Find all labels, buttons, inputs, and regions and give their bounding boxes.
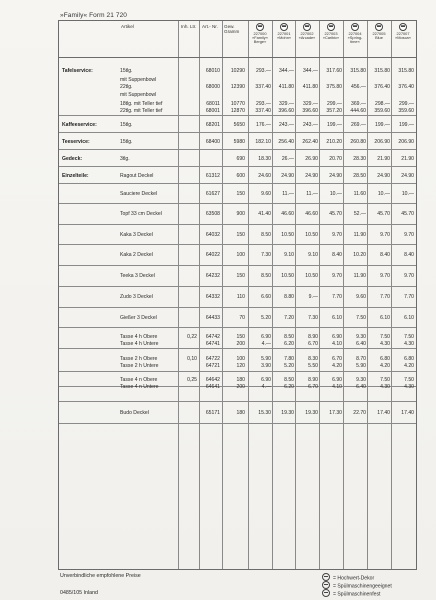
article-description: Tasse 4 h Obere xyxy=(120,333,158,340)
price-cell: 6.90 xyxy=(332,333,342,340)
article-number: 64022 xyxy=(205,252,220,258)
price-cell: 9.60 xyxy=(261,191,271,197)
price-cell: 7.70 xyxy=(380,294,390,300)
article-description: mit Suppenbowl xyxy=(120,76,157,83)
price-cell: 7.20 xyxy=(284,314,294,321)
price-cell: 17.40 xyxy=(401,410,414,416)
price-cell: 17.40 xyxy=(377,410,390,416)
article-number: 63508 xyxy=(205,211,220,217)
header-rule xyxy=(59,57,416,58)
article-description: Sauciere Deckel xyxy=(120,191,158,197)
price-cell: 19.30 xyxy=(281,410,294,416)
price-cell: 243.— xyxy=(278,122,294,128)
price-cell: 344.— xyxy=(278,68,294,74)
article-number: 61312 xyxy=(205,173,220,179)
weight-grams: 70 xyxy=(239,314,245,321)
price-cell: 8.50 xyxy=(284,333,294,340)
article-number: 68001 xyxy=(205,108,220,114)
price-cell: 269.— xyxy=(350,122,366,128)
article-description: Kaka 3 Deckel xyxy=(120,232,153,238)
weight-grams: 120 xyxy=(236,362,245,369)
hochwert-icon xyxy=(322,573,330,581)
price-cell: 8.40 xyxy=(404,252,414,258)
row-rule xyxy=(59,371,416,372)
price-cell: 11.— xyxy=(306,191,318,197)
row-rule xyxy=(59,286,416,287)
price-cell: 22.70 xyxy=(353,410,366,416)
price-cell: 317.60 xyxy=(326,68,342,74)
price-cell: 206.90 xyxy=(398,139,414,145)
legend-hochwert: = Hochwert-Dekor xyxy=(322,573,374,582)
article-description: 22tlg. xyxy=(120,84,133,90)
category-label: Teeservice: xyxy=(62,139,90,145)
price-cell: 199.— xyxy=(326,122,342,128)
price-cell: 4.20 xyxy=(380,362,390,369)
price-cell: 24.90 xyxy=(305,173,318,179)
price-cell: 293.— xyxy=(255,68,271,74)
price-cell: 9.30 xyxy=(356,333,366,340)
content-litres: 0,22 xyxy=(187,333,197,340)
weight-grams: 10290 xyxy=(230,68,245,74)
price-cell: 243.— xyxy=(302,122,318,128)
price-cell: 199.— xyxy=(398,122,414,128)
price-cell: 41.40 xyxy=(258,211,271,217)
price-cell: 26.90 xyxy=(305,156,318,162)
weight-grams: 150 xyxy=(236,333,245,340)
row-rule xyxy=(59,348,416,349)
article-number: 64742 xyxy=(205,333,220,340)
decor-header-5: 227005 Blue xyxy=(367,23,391,40)
price-cell: 6.90 xyxy=(332,376,342,383)
price-cell: 28.50 xyxy=(353,173,366,179)
article-description: Kaka 2 Deckel xyxy=(120,252,153,258)
decor-symbol-icon xyxy=(399,23,407,31)
price-cell: 21.90 xyxy=(377,156,390,162)
article-number: 64032 xyxy=(205,232,220,238)
header-artnr: Art.- Nr. xyxy=(202,24,218,29)
row-rule xyxy=(59,166,416,167)
row-rule xyxy=(59,327,416,328)
article-description: Tasse 2 h Untere xyxy=(120,362,159,369)
price-cell: 337.40 xyxy=(255,108,271,114)
price-cell: 344.— xyxy=(302,68,318,74)
price-cell: 10.— xyxy=(329,191,342,197)
price-cell: 6.80 xyxy=(404,355,414,362)
legend-spuelgeeignet: = Spülmaschinengeeignet xyxy=(322,581,392,590)
decor-symbol-icon xyxy=(303,23,311,31)
row-rule xyxy=(59,265,416,266)
dishwasher-safe-icon xyxy=(322,581,330,589)
price-cell: 45.70 xyxy=(377,211,390,217)
price-cell: 45.70 xyxy=(329,211,342,217)
price-cell: 6.70 xyxy=(308,383,318,390)
dishwasher-proof-icon xyxy=(322,589,330,597)
article-description: Teeka 3 Deckel xyxy=(120,273,155,279)
row-rule xyxy=(59,423,416,424)
weight-grams: 150 xyxy=(236,273,245,279)
weight-grams: 900 xyxy=(236,211,245,217)
row-rule xyxy=(59,132,416,133)
weight-grams: 200 xyxy=(236,340,245,347)
price-cell: 9.60 xyxy=(356,294,366,300)
price-cell: 4.20 xyxy=(404,362,414,369)
decor-symbol-icon xyxy=(327,23,335,31)
price-cell: 10.50 xyxy=(305,273,318,279)
price-cell: 8.50 xyxy=(261,232,271,238)
article-number: 68201 xyxy=(205,122,220,128)
price-cell: 5.50 xyxy=(308,362,318,369)
article-number: 64642 xyxy=(205,376,220,383)
price-cell: 7.50 xyxy=(356,314,366,321)
article-description: Topf 33 cm Deckel xyxy=(120,211,162,217)
weight-grams: 180 xyxy=(236,410,245,416)
price-cell: 8.50 xyxy=(284,376,294,383)
price-cell: 210.20 xyxy=(326,139,342,145)
article-number: 65171 xyxy=(205,410,220,416)
price-cell: 329.— xyxy=(278,100,294,107)
price-cell: 4.30 xyxy=(380,383,390,390)
price-cell: 11.— xyxy=(282,191,294,197)
price-cell: 376.40 xyxy=(398,84,414,90)
price-cell: 9.70 xyxy=(332,273,342,279)
decor-symbol-icon xyxy=(375,23,383,31)
weight-grams: 12390 xyxy=(230,84,245,90)
price-cell: 357.20 xyxy=(326,108,342,114)
weight-grams: 180 xyxy=(236,376,245,383)
price-cell: 3.90 xyxy=(261,362,271,369)
weight-grams: 5980 xyxy=(233,139,245,145)
legend-spuelfest: = Spülmaschinenfest xyxy=(322,589,380,598)
price-cell: 359.60 xyxy=(374,108,390,114)
price-cell: 5.90 xyxy=(356,362,366,369)
article-description: 15tlg. xyxy=(120,122,133,128)
price-cell: 315.80 xyxy=(398,68,414,74)
price-cell: 8.90 xyxy=(308,376,318,383)
price-cell: 376.40 xyxy=(374,84,390,90)
price-cell: 260.80 xyxy=(350,139,366,145)
content-litres: 0,10 xyxy=(187,355,197,362)
article-description: Gießer 3 Deckel xyxy=(120,314,157,321)
price-cell: 7.50 xyxy=(380,333,390,340)
price-cell: 7.80 xyxy=(284,355,294,362)
article-number: 64722 xyxy=(205,355,220,362)
price-cell: 9.70 xyxy=(332,232,342,238)
row-rule xyxy=(59,307,416,308)
weight-grams: 100 xyxy=(236,252,245,258)
price-cell: 182.10 xyxy=(255,139,271,145)
weight-grams: 600 xyxy=(236,173,245,179)
price-cell: 359.60 xyxy=(398,108,414,114)
article-number: 68000 xyxy=(205,84,220,90)
price-cell: 4.— xyxy=(261,340,271,347)
weight-grams: 10770 xyxy=(230,100,245,107)
weight-grams: 100 xyxy=(236,355,245,362)
price-cell: 24.90 xyxy=(377,173,390,179)
price-cell: 369.— xyxy=(350,100,366,107)
weight-grams: 690 xyxy=(236,156,245,162)
category-label: Tafelservice: xyxy=(62,68,93,74)
price-cell: 9.70 xyxy=(404,232,414,238)
price-cell: 45.70 xyxy=(401,211,414,217)
price-cell: 6.10 xyxy=(380,314,390,321)
price-cell: 444.60 xyxy=(350,108,366,114)
header-inh: Inh. Ltr. xyxy=(181,24,197,29)
price-cell: 4.10 xyxy=(332,383,342,390)
article-description: 18tlg. mit Teller tief xyxy=(120,100,163,107)
price-cell: 11.60 xyxy=(353,191,366,197)
price-cell: 396.60 xyxy=(302,108,318,114)
price-cell: 6.90 xyxy=(261,376,271,383)
article-number: 64741 xyxy=(205,340,220,347)
price-cell: 299.— xyxy=(326,100,342,107)
decor-symbol-icon xyxy=(280,23,288,31)
price-cell: 8.40 xyxy=(380,252,390,258)
price-cell: 6.40 xyxy=(356,340,366,347)
weight-grams: 150 xyxy=(236,232,245,238)
price-cell: 293.— xyxy=(255,100,271,107)
price-cell: 8.80 xyxy=(284,294,294,300)
price-cell: 199.— xyxy=(374,122,390,128)
price-cell: 10.50 xyxy=(281,232,294,238)
article-number: 68400 xyxy=(205,139,220,145)
price-cell: 262.40 xyxy=(302,139,318,145)
price-cell: 11.90 xyxy=(353,273,366,279)
article-number: 68010 xyxy=(205,68,220,74)
price-cell: 411.80 xyxy=(302,84,318,90)
price-cell: 15.30 xyxy=(258,410,271,416)
decor-header-6: 227007 »Mosca« xyxy=(391,23,415,40)
price-cell: 9.70 xyxy=(404,273,414,279)
weight-grams: 150 xyxy=(236,191,245,197)
price-cell: 6.40 xyxy=(356,383,366,390)
price-cell: 20.70 xyxy=(329,156,342,162)
price-cell: 9.30 xyxy=(356,376,366,383)
price-cell: 7.30 xyxy=(308,314,318,321)
price-cell: 206.90 xyxy=(374,139,390,145)
form-title: »Family« Form 21 720 xyxy=(60,12,128,19)
price-cell: 176.— xyxy=(255,122,271,128)
article-description: Tasse 4 n Untere xyxy=(120,383,159,390)
weight-grams: 12870 xyxy=(230,108,245,114)
article-number: 61627 xyxy=(205,191,220,197)
article-number: 64433 xyxy=(205,314,220,321)
price-cell: 456.— xyxy=(350,84,366,90)
price-cell: 6.20 xyxy=(284,383,294,390)
row-rule xyxy=(59,183,416,184)
price-cell: 315.80 xyxy=(374,68,390,74)
price-cell: 4.30 xyxy=(404,383,414,390)
price-cell: 7.30 xyxy=(261,252,271,258)
price-cell: 6.20 xyxy=(284,340,294,347)
article-number: 68011 xyxy=(206,100,220,107)
price-cell: 8.50 xyxy=(261,273,271,279)
price-cell: 4.10 xyxy=(332,340,342,347)
article-description: Tasse 2 h Obere xyxy=(120,355,158,362)
decor-header-3: 227003 »Caribic« xyxy=(319,23,343,40)
price-cell: 299.— xyxy=(398,100,414,107)
header-gew: Gew. Gramm xyxy=(224,24,240,35)
row-rule xyxy=(59,401,416,402)
price-cell: 337.40 xyxy=(255,84,271,90)
price-cell: 4.30 xyxy=(404,340,414,347)
price-cell: 256.40 xyxy=(278,139,294,145)
weight-grams: 5650 xyxy=(233,122,245,128)
price-cell: 11.90 xyxy=(353,232,366,238)
price-cell: 52.— xyxy=(353,211,366,217)
footer-code: 0485/105 Inland xyxy=(60,590,98,596)
price-cell: 298.— xyxy=(374,100,390,107)
price-cell: 9.10 xyxy=(284,252,294,258)
price-table xyxy=(58,20,417,570)
price-cell: 7.50 xyxy=(380,376,390,383)
decor-symbol-icon xyxy=(256,23,264,31)
price-cell: 6.90 xyxy=(261,333,271,340)
category-label: Gedeck: xyxy=(62,156,83,162)
price-cell: 46.60 xyxy=(281,211,294,217)
article-description: mit Suppenbowl xyxy=(120,92,157,98)
price-cell: 28.30 xyxy=(353,156,366,162)
price-cell: 17.30 xyxy=(329,410,342,416)
price-cell: 6.10 xyxy=(332,314,342,321)
price-cell: 19.30 xyxy=(305,410,318,416)
price-cell: 5.90 xyxy=(261,355,271,362)
category-label: Einzelteile: xyxy=(62,173,89,179)
price-cell: 5.20 xyxy=(261,314,271,321)
price-cell: 7.70 xyxy=(404,294,414,300)
price-cell: 4.— xyxy=(261,383,271,390)
article-description: Budo Deckel xyxy=(120,410,149,416)
price-cell: 411.80 xyxy=(278,84,294,90)
article-number: 64232 xyxy=(205,273,220,279)
price-cell: 24.90 xyxy=(401,173,414,179)
article-description: 3tlg. xyxy=(120,156,130,162)
price-cell: 6.80 xyxy=(380,355,390,362)
article-description: Tasse 4 n Obere xyxy=(120,376,158,383)
price-cell: 24.60 xyxy=(258,173,271,179)
decor-header-2: 227002 »Arcade« xyxy=(295,23,319,40)
decor-symbol-icon xyxy=(351,23,359,31)
price-cell: 315.80 xyxy=(350,68,366,74)
price-cell: 7.70 xyxy=(332,294,342,300)
footer-note: Unverbindliche empfohlene Preise xyxy=(60,573,141,579)
price-cell: 18.30 xyxy=(258,156,271,162)
price-cell: 9.— xyxy=(308,294,318,300)
price-cell: 10.50 xyxy=(305,232,318,238)
col-rule xyxy=(178,21,179,569)
price-cell: 21.90 xyxy=(401,156,414,162)
price-cell: 10.— xyxy=(377,191,390,197)
price-cell: 6.70 xyxy=(308,340,318,347)
article-description: Zudo 3 Deckel xyxy=(120,294,153,300)
price-cell: 6.10 xyxy=(404,314,414,321)
price-cell: 4.20 xyxy=(332,362,342,369)
article-description: Ragout Deckel xyxy=(120,173,154,179)
decor-header-4: 227004 »Spring-time« xyxy=(343,23,367,44)
price-cell: 6.60 xyxy=(261,294,271,300)
decor-header-0: 227000 »Family« Berge« xyxy=(248,23,272,44)
weight-grams: 200 xyxy=(236,383,245,390)
price-cell: 9.10 xyxy=(308,252,318,258)
price-cell: 10.— xyxy=(401,191,414,197)
price-cell: 8.70 xyxy=(356,355,366,362)
header-artikel: Artikel xyxy=(121,24,134,29)
price-cell: 375.80 xyxy=(326,84,342,90)
row-rule xyxy=(59,203,416,204)
price-cell: 9.70 xyxy=(380,232,390,238)
price-cell: 329.— xyxy=(302,100,318,107)
price-cell: 4.30 xyxy=(380,340,390,347)
article-description: 15tlg. xyxy=(120,68,133,74)
article-description: Tasse 4 h Untere xyxy=(120,340,159,347)
row-rule xyxy=(59,224,416,225)
price-cell: 5.20 xyxy=(284,362,294,369)
price-cell: 8.40 xyxy=(332,252,342,258)
article-number: 64721 xyxy=(205,362,220,369)
article-description: 22tlg. mit Teller tief xyxy=(120,108,163,114)
price-cell: 7.50 xyxy=(404,333,414,340)
price-cell: 10.50 xyxy=(281,273,294,279)
row-rule xyxy=(59,149,416,150)
price-cell: 10.20 xyxy=(353,252,366,258)
price-cell: 6.70 xyxy=(332,355,342,362)
price-cell: 7.50 xyxy=(404,376,414,383)
price-cell: 46.60 xyxy=(305,211,318,217)
price-cell: 8.90 xyxy=(308,333,318,340)
price-cell: 396.60 xyxy=(278,108,294,114)
article-number: 64641 xyxy=(205,383,220,390)
content-litres: 0,25 xyxy=(187,376,197,383)
article-number: 64332 xyxy=(205,294,220,300)
weight-grams: 110 xyxy=(236,294,245,300)
price-cell: 9.70 xyxy=(380,273,390,279)
price-cell: 24.90 xyxy=(329,173,342,179)
price-cell: 8.30 xyxy=(308,355,318,362)
price-cell: 26.— xyxy=(281,156,294,162)
row-rule xyxy=(59,244,416,245)
article-description: 15tlg. xyxy=(120,139,133,145)
row-rule xyxy=(59,115,416,116)
decor-header-1: 227001 »Mohn« xyxy=(272,23,296,40)
category-label: Kaffeeservice: xyxy=(62,122,97,128)
price-cell: 24.90 xyxy=(281,173,294,179)
